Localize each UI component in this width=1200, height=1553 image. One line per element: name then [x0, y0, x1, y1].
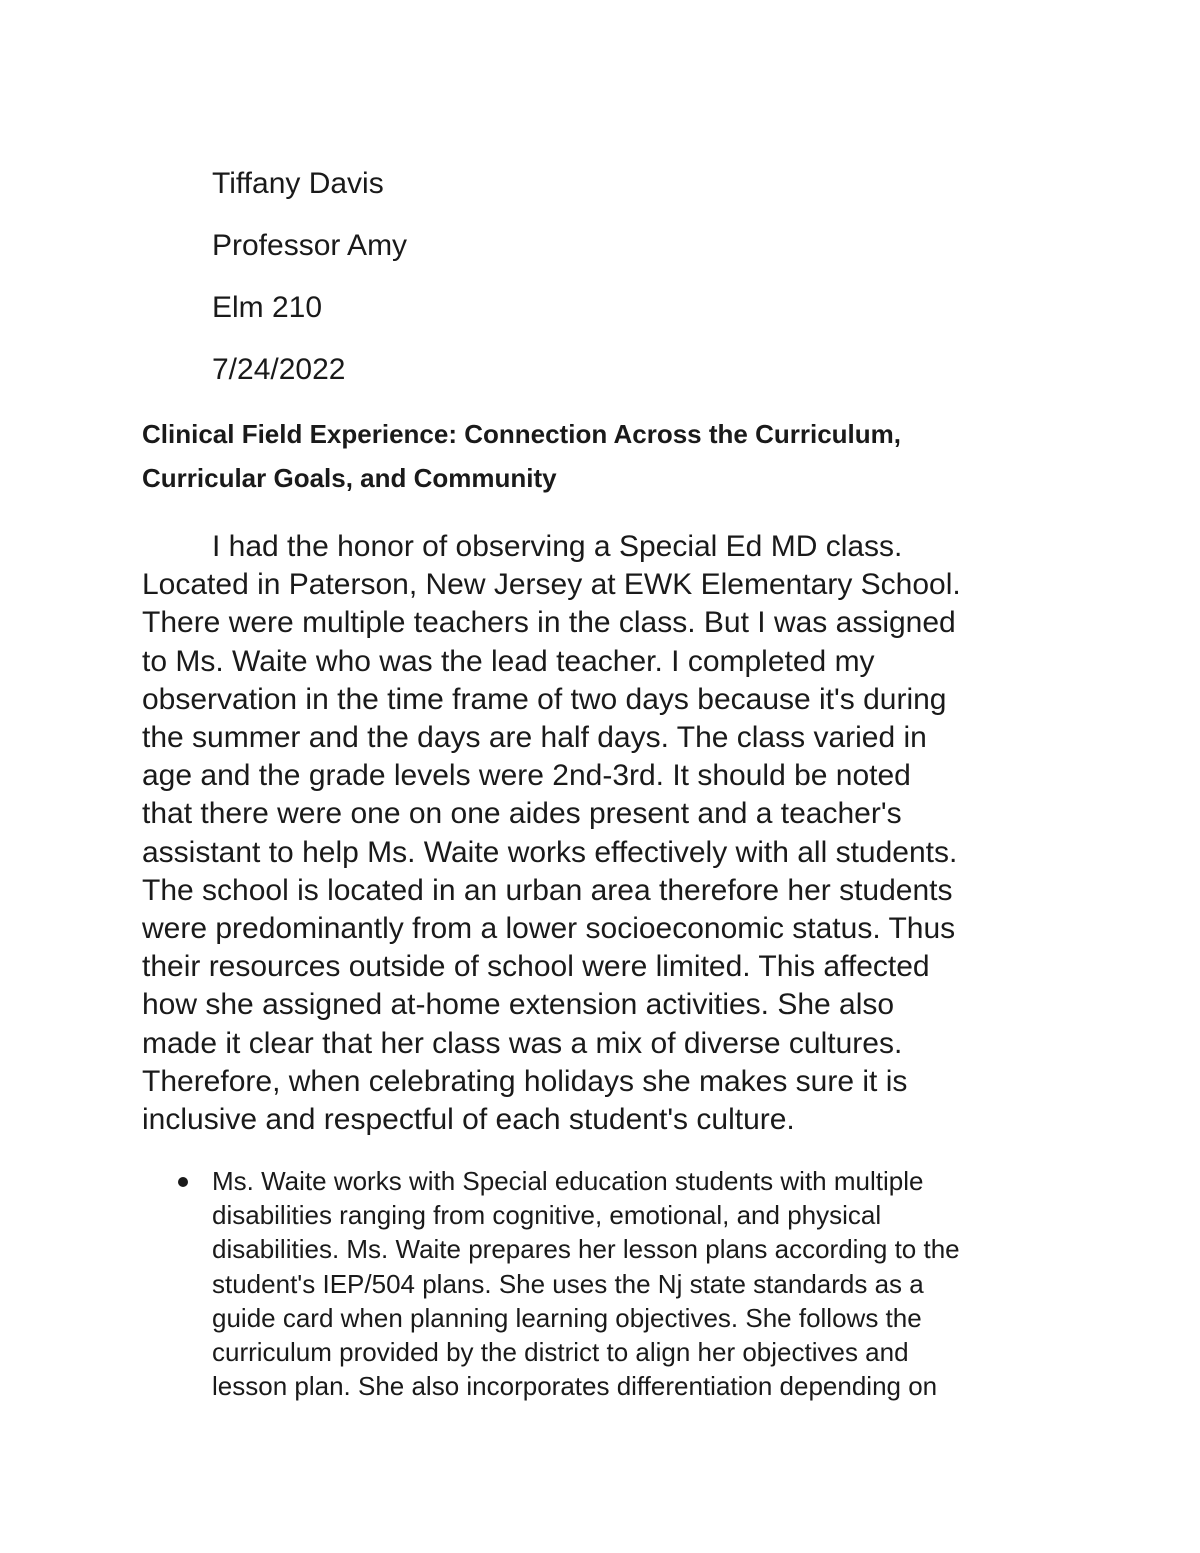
- paragraph-line: their resources outside of school were limited. This affected: [142, 950, 930, 984]
- paragraph-line: that there were one on one aides present and a teacher's: [142, 797, 902, 831]
- bullet-line: guide card when planning learning objectives. She follows the: [212, 1302, 922, 1333]
- bullet-line: disabilities. Ms. Waite prepares her lesson plans according to the: [212, 1234, 960, 1265]
- paragraph-line: were predominantly from a lower socioeconomic status. Thus: [142, 912, 956, 946]
- paragraph-line: made it clear that her class was a mix of diverse cultures.: [142, 1026, 903, 1060]
- paragraph-line: The school is located in an urban area therefore her students: [142, 873, 953, 907]
- paragraph-line: inclusive and respectful of each student's culture.: [142, 1103, 795, 1137]
- paragraph-line: assistant to help Ms. Waite works effectively with all students.: [142, 835, 958, 869]
- bullet-line: disabilities ranging from cognitive, emotional, and physical: [212, 1200, 882, 1231]
- paragraph-line: observation in the time frame of two days because it's during: [142, 682, 947, 716]
- title-line: Curricular Goals, and Community: [142, 463, 557, 493]
- title-line: Clinical Field Experience: Connection Across the Curriculum,: [142, 419, 901, 449]
- professor-name: Professor Amy: [212, 229, 408, 262]
- paragraph-line: to Ms. Waite who was the lead teacher. I completed my: [142, 644, 875, 678]
- paragraph-line: Therefore, when celebrating holidays she makes sure it is: [142, 1064, 908, 1098]
- bullet-line: lesson plan. She also incorporates differentiation depending on: [212, 1371, 938, 1402]
- paragraph-line: Located in Paterson, New Jersey at EWK Elementary School.: [142, 568, 961, 602]
- body-paragraph: [142, 528, 1082, 1139]
- bullet-item: [212, 1164, 1082, 1403]
- paragraph-line: There were multiple teachers in the class. But I was assigned: [142, 606, 956, 640]
- document-date: 7/24/2022: [212, 353, 346, 386]
- student-name: Tiffany Davis: [212, 167, 384, 200]
- bullet-line: Ms. Waite works with Special education students with multiple: [212, 1166, 924, 1196]
- paragraph-line: how she assigned at-home extension activities. She also: [142, 988, 895, 1022]
- course-code: Elm 210: [212, 291, 323, 324]
- paragraph-line: I had the honor of observing a Special Ed MD class.: [212, 530, 903, 563]
- paragraph-line: the summer and the days are half days. The class varied in: [142, 721, 927, 755]
- document-title: [142, 412, 1082, 500]
- bullet-line: curriculum provided by the district to align her objectives and: [212, 1337, 909, 1368]
- bullet-dot-icon: [178, 1177, 188, 1187]
- paragraph-line: age and the grade levels were 2nd-3rd. It should be noted: [142, 759, 911, 793]
- bullet-line: student's IEP/504 plans. She uses the Nj state standards as a: [212, 1268, 924, 1299]
